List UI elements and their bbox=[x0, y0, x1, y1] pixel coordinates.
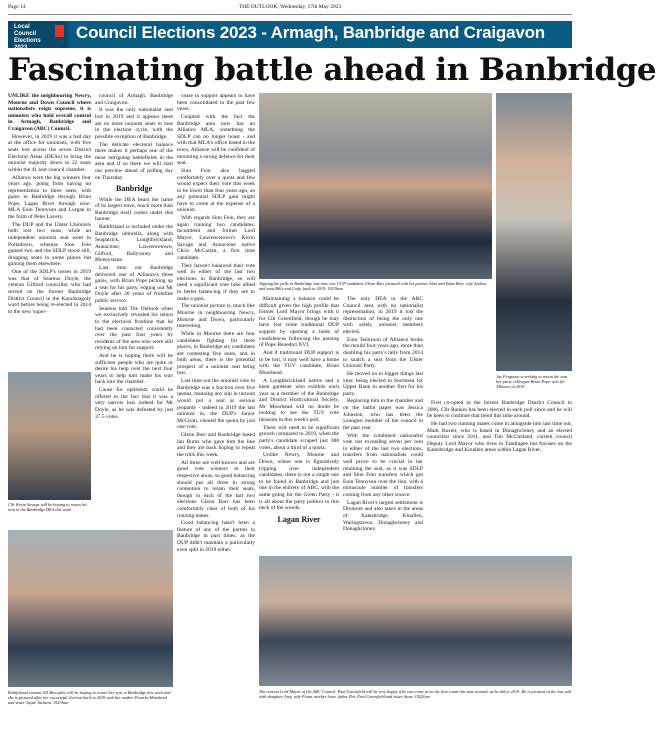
photo-paul-greenfield-family bbox=[259, 556, 572, 686]
section-banner bbox=[8, 21, 572, 51]
photo-kevin-savage bbox=[8, 372, 91, 500]
photo-caption: Rathfriland woman Jill Macauley will be hoping to return her seat in Banbridge this week and she is pictured after her successful election back in 2019 with her mother Pamela Morehead and sister Jayne Jackson. 1923hsm bbox=[8, 690, 171, 705]
paragraph: They haven't balanced their vote well in either of the last two elections in Banbridge, so will need a significant vote hike allied to better balancing if they are to make a gain. bbox=[177, 262, 255, 302]
paragraph: A Loughbrickland native and a keen gardener who exhibits each year as a member of the Banbridge and District Horticultural Society, Mr Moorhead will no doubt be looking to see the TUV vote blossom in this week's poll. bbox=[259, 377, 339, 424]
badge-line: Elections bbox=[14, 38, 41, 44]
banner-title: Council Elections 2023 - Armagh, Banbridge and Craigavon bbox=[76, 23, 545, 42]
paragraph: Replacing him in the chamber and on the ballot paper was Jessica Johnston, who has been the youngest member of the council in the past year. bbox=[343, 398, 423, 431]
paragraph: The delicate electoral balance there makes it perhaps one of the most intriguing battlefields in the area and if so there we will start our preview ahead of polling day on Thursday. bbox=[95, 141, 173, 181]
photo-jay-ferguson bbox=[496, 93, 572, 371]
article-column-1 bbox=[8, 93, 91, 369]
paragraph: All three are well-known and are good vote winners in their respective areas, so good balancing should put all three in strong contention to retain their seats, though in each of the last two elections Glenn Barr has been comfortably clear of both of his running mates. bbox=[177, 459, 255, 519]
page-number: Page 14 bbox=[8, 4, 26, 10]
ballot-icon bbox=[55, 25, 64, 37]
badge-line: Local bbox=[14, 24, 30, 30]
section-heading: Lagan River bbox=[277, 514, 321, 524]
headline: Fascinating battle ahead in Banbridge bbox=[8, 52, 656, 88]
photo-jill-macauley bbox=[8, 530, 173, 687]
photo-caption: Topping the polls in Banbridge last time was UUP candidate Glenn Barr pictured with his parents Alan and Edna Barr, wife Andrea and sons Billy and Cody, back in 2019. 1923hsm bbox=[259, 281, 487, 291]
paragraph: council of Armagh, Banbridge and Craigavon. bbox=[95, 93, 173, 106]
paragraph: Good balancing hasn't been a feature of any of the parties in Banbridge in past times, as the DUP didn't maintain a particularly even split in 2019 either. bbox=[177, 520, 255, 553]
section-heading: Banbridge bbox=[115, 184, 152, 194]
paragraph: Unlike Newry, Mourne and Down, where one is figuratively tripping over independent candidates, there is not a single one to be found in Banbridge and just one in the entirety of ABC, with the same going for the Green Party - it is all about the party politics in this neck of the woods. bbox=[259, 452, 339, 512]
paragraph: He had two running mates come in alongside him last time out, Mark Baxter, who is based in Donaghcloney and an elected councillor since 2011, and Tim McClelland, current council Deputy Lord Mayor who lives in Tandragee but focuses on the Katesbridge and Kinallen areas within Lagan River. bbox=[427, 420, 572, 454]
paragraph: Cause for optimism could be offered in the fact that it was a very narrow loss indeed for Mr Doyle, as he was defeated by just 37.5 votes. bbox=[95, 387, 173, 420]
article-column-4 bbox=[259, 296, 339, 556]
paragraph: Maintaining a balance could be difficult given the high profile that former Lord Mayor brings with it for Cllr Greenfield, though he may have lost some traditional DUP support by opening a book of condolences following the passing of Pope Benedict XVI. bbox=[259, 296, 339, 349]
paragraph: Eoin Tennyson of Alliance broke the mould four years ago, more than doubling his party's tally from 2014 to snatch a seat from the Ulster Unionist Party. bbox=[343, 336, 423, 370]
photo-caption: Jay Ferguson is seeking to retain the seat her party colleague Brian Pope won for Alliance in 2019 bbox=[496, 374, 568, 389]
article-column-3 bbox=[177, 93, 255, 553]
election-badge bbox=[8, 21, 68, 51]
paragraph: With the combined nationalist vote not exceeding seven per cent in either of the last two elections, transfers from nationalists could well prove to be crucial in her retaining the seat, as it was SDLP and Sinn Fein transfers which got Eoin Tennyson over the line, with a minuscule number of transfers coming from any other source. bbox=[343, 432, 423, 498]
photo-caption: The current Lord Mayor of the ABC Council, Paul Greenfield will be very happy if he can come in on the first count this time around, as he did in 2019. He is pictured at the last poll with daughter Amy, wife Fiona, mother Jean, father Rev. Fred Greenfield and sister Aune. 1922lam bbox=[259, 689, 572, 699]
paragraph: There will need to be significant growth compared to 2019, when the party's candidate scraped just 388 votes, about a third of a quota. bbox=[259, 424, 339, 451]
paragraph: He moved on to bigger things last year, being elected to Stormont for Upper Bann in another first for his party. bbox=[343, 370, 423, 397]
paragraph: Glenn Barr and Banbridge based Ian Burns who gave him the line and they are back hoping to repeat the trick this week. bbox=[177, 432, 255, 458]
article-column-5 bbox=[343, 296, 423, 550]
publication-date: THE OUTLOOK, Wednesday, 17th May 2023 bbox=[238, 4, 342, 10]
article-column-6 bbox=[427, 400, 572, 550]
paragraph: cease in support appears to have been consolidated in the past few years. bbox=[177, 93, 255, 113]
paragraph: Coupled with the fact the Banbridge area now has an Alliance MLA, something the SDLP can no longer boast - and with that MLA's office based in the town, Alliance will be confident of mounting a strong defence for their seat. bbox=[177, 113, 255, 167]
article-column-2 bbox=[95, 93, 173, 525]
photo-caption: Cllr Kevin Savage will be hoping to retain his seat in the Banbridge DEA this week bbox=[8, 502, 87, 512]
page-header bbox=[8, 3, 572, 15]
paragraph: The only DEA in the ABC Council area with no nationalist representation, in 2019 it lost the distinction of being the only one with solely unionist members elected. bbox=[343, 296, 423, 335]
paragraph: The unionist picture is, much like Mourne in neighbouring Newry, Mourne and Down, particularly interesting. bbox=[177, 303, 255, 330]
badge-line: 2023 bbox=[14, 45, 28, 51]
paragraph: First co-opted to the former Banbridge District Council in 2006, Cllr Rankin has been elected in each poll since and he will be keen to continue that trend this time around. bbox=[427, 400, 572, 420]
paragraph: And if traditional DUP support is to be lost, it may well have a home with the TUV candidate, Brian Moorhead. bbox=[259, 349, 339, 376]
paragraph: Alliance were the big winners four years ago, going from having no representation to three seats, with gains in Banbridge through Brian Pope, Lagan River through now-MLA Eoin Tennyson and Lurgan in the form of Peter Lavery. bbox=[8, 174, 91, 221]
paragraph: Rathfriland is included under the Banbridge umbrella, along with Seapatrick, Loughbrickland, Annaclone, Lawrencetown, Gilford, Ballyroney and Moneyslane. bbox=[95, 224, 173, 264]
paragraph: While the DEA bears the name of its largest town, much more than Banbridge itself comes under this banner. bbox=[95, 196, 173, 223]
lead-paragraph: UNLIKE the neighbouring Newry, Mourne and Down Council where nationalists reign supreme, it is unionists who hold overall control in Armagh, Banbridge and Craigavon (ABC) Council. bbox=[8, 93, 91, 132]
paragraph: Lagan River's largest settlement is Dromore and also takes in the areas of Katesbridge, Kinallen, Waringstown, Donaghcloney and Donaghcloney. bbox=[343, 499, 423, 533]
paragraph: And he is hoping there will be sufficient people who are quite or desire his help over the next four years to help him make his way back into the chamber. bbox=[95, 353, 173, 386]
photo-glenn-barr-family bbox=[259, 93, 492, 279]
paragraph: While in Mourne there are four candidates fighting for three places, in Banbridge six candidates are contesting five seats, and in both areas, there is the potential prospect of a unionist seat being lost. bbox=[177, 330, 255, 377]
paragraph: Last time out Banbridge delivered one of Alliance's three gains, with Brian Pope picking up a seat for his party, edging out Mr Doyle after 30 years of frontline public service. bbox=[95, 265, 173, 304]
paragraph: Last time out the unionist vote in Banbridge was a fraction over five quotas, meaning any slip in turnout would put a seat at serious jeopardy - indeed in 2019 the last unionist in, the DUP's Junior McCrum, cleared the quota by just one vote. bbox=[177, 378, 255, 431]
paragraph: The DUP and the Ulster Unionists both lost two seats, while an independent unionist seat went in Portadown, whereas Sinn Fein gained two and the SDLP stood still, dropping seats in some places but gaining them elsewhere. bbox=[8, 221, 91, 268]
paragraph: Seamus told The Outlook when we exclusively revealed his return to the electoral frontline that he had been contacted consistently over the past four years by residents of the area who were still relying on him for support. bbox=[95, 305, 173, 352]
paragraph: It was the only nationalist seat lost in 2019 and it appears there are no more unionist seats to lose in the election cycle, with the possible exception of Banbridge. bbox=[95, 107, 173, 140]
paragraph: With regards Sinn Fein, they are again running two candidates; incumbent and former Lord Mayor, Lawrencetown's Kevin Savage and Annaclone native Chris McCartan, a first time candidate. bbox=[177, 215, 255, 261]
paragraph: One of the SDLP's losses in 2019 was that of Seamus Doyle, the veteran Gilford councillor who had served on the former Banbridge District Council in the Knocknagoly ward before being re-elected in 2014 to the new 'super- bbox=[8, 269, 91, 315]
paragraph: Sinn Fein also bagged comfortably over a quota and few would expect their vote this week to be lower than four years ago, so any potential SDLP gain might have to come at the expense of a unionist. bbox=[177, 167, 255, 214]
paragraph: However, in 2019 it was a bad day at the office for unionists, with five seats lost across the seven District Electoral Areas (DEAs) to bring the unionist majority down to 22 seats within the 41 seat council chamber. bbox=[8, 133, 91, 173]
badge-line: Council bbox=[14, 31, 36, 37]
